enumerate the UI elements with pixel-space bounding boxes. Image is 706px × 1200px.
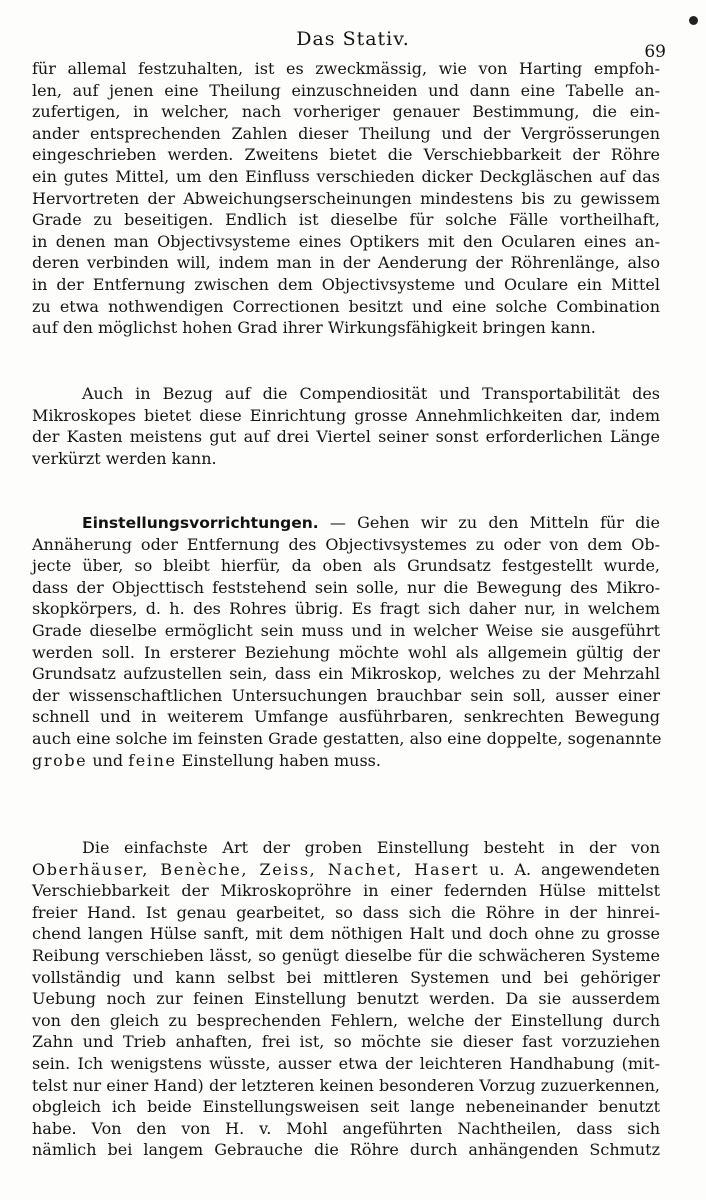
text-line: telst nur einer Hand) der letzteren keinen besonderen Vorzug zuzuerkennen,: [32, 1075, 660, 1095]
text-fragment: Einstellung haben muss.: [176, 750, 381, 770]
text-line: in der Entfernung zwischen dem Objectivsysteme und Oculare ein Mittel: [32, 274, 660, 294]
section-last-line: [32, 750, 660, 772]
text-line: der Kasten meistens gut auf drei Viertel seiner sonst erforderlichen Länge: [32, 427, 660, 447]
text-line: zu etwa nothwendigen Correctionen besitzt und eine solche Combination: [32, 296, 660, 316]
maker-names: Oberhäuser, Benèche, Zeiss, Nachet, Hasert: [32, 859, 480, 879]
ink-spot: [689, 16, 698, 25]
paragraph-compendiosity: [32, 383, 660, 469]
page-header: [0, 28, 706, 62]
text-line: vollständig und kann selbst bei mittleren Systemen und bei gehöriger: [32, 967, 660, 987]
section-first-line: [32, 512, 660, 534]
names-line: [32, 859, 660, 881]
text-line: Grundsatz aufzustellen sein, dass ein Mikroskop, welches zu der Mehrzahl: [32, 664, 660, 684]
text-line: Zahn und Trieb anhaften, frei ist, so möchte sie dieser fast vorzuziehen: [32, 1032, 660, 1052]
text-line: Hervortreten der Abweichungserscheinungen mindestens bis zu gewissem: [32, 188, 660, 208]
text-line: deren verbinden will, indem man in der Aenderung der Röhrenlänge, also: [32, 253, 660, 273]
text-line: zufertigen, in welcher, nach vorheriger genauer Bestimmung, die ein-: [32, 102, 660, 122]
paragraph-continued: [32, 58, 660, 339]
text-line: verkürzt werden kann.: [32, 448, 217, 468]
text-line: sein. Ich wenigstens wüsste, ausser etwa der leichteren Handhabung (mit-: [32, 1053, 660, 1073]
text-line: jecte über, so bleibt hierfür, da oben als Grundsatz festgestellt wurde,: [32, 556, 660, 576]
text-line: werden soll. In ersterer Beziehung möchte wohl als allgemein gültig der: [32, 642, 660, 662]
text-line: Die einfachste Art der groben Einstellung besteht in der von: [82, 838, 660, 857]
text-line: len, auf jenen eine Theilung einzuschneiden und dann eine Tabelle an-: [32, 80, 660, 100]
text-line: Auch in Bezug auf die Compendiosität und Transportabilität des: [82, 384, 660, 403]
text-line: chend langen Hülse sanft, mit dem nöthigen Halt und doch ohne zu grosse: [32, 924, 660, 944]
text-line: auch eine solche im feinsten Grade gestatten, also eine doppelte, sogenannte: [32, 728, 662, 748]
text-line: Annäherung oder Entfernung des Objectivsystemes zu oder von dem Ob-: [32, 534, 660, 554]
text-line: ein gutes Mittel, um den Einfluss verschieden dicker Deckgläschen auf das: [32, 166, 660, 186]
emphasis-grobe: grobe: [32, 750, 88, 770]
text-line: Reibung verschieben lässt, so genügt dieselbe für die schwächeren Systeme: [32, 945, 660, 965]
text-line: für allemal festzuhalten, ist es zweckmässig, wie von Harting empfoh-: [32, 59, 660, 78]
text-line: Verschiebbarkeit der Mikroskopröhre in einer federnden Hülse mittelst: [32, 881, 660, 901]
emphasis-feine: feine: [128, 750, 177, 770]
paragraph-grobe-einstellung: [32, 837, 660, 1161]
text-line: Grade dieselbe ermöglicht sein muss und in welcher Weise sie ausgeführt: [32, 620, 660, 640]
text-line: von den gleich zu besprechenden Fehlern, welche der Einstellung durch: [32, 1010, 660, 1030]
text-line: freier Hand. Ist genau gearbeitet, so dass sich die Röhre in der hinrei-: [32, 902, 660, 922]
text-line: Grade zu beseitigen. Endlich ist dieselbe für solche Fälle vortheilhaft,: [32, 210, 660, 230]
text-line: der wissenschaftlichen Untersuchungen brauchbar sein soll, ausser einer: [32, 685, 660, 705]
text-line: ander entsprechenden Zahlen dieser Theilung und der Vergrösserungen: [32, 123, 660, 143]
text-line: obgleich ich beide Einstellungsweisen seit lange nebeneinander benutzt: [32, 1097, 660, 1117]
page-number: 69: [644, 42, 666, 62]
text-line: Mikroskopes bietet diese Einrichtung grosse Annehmlichkeiten dar, indem: [32, 405, 660, 425]
text-fragment: u. A. angewendeten: [479, 859, 660, 879]
text-fragment: — Gehen wir zu den Mitteln für die: [329, 513, 660, 532]
text-line: dass der Objecttisch feststehend sein solle, nur die Bewegung des Mikro-: [32, 577, 660, 597]
text-fragment: und: [87, 750, 129, 770]
section-heading: Einstellungsvorrichtungen.: [82, 514, 319, 532]
text-line: habe. Von den von H. v. Mohl angeführten Nachtheilen, dass sich: [32, 1118, 660, 1138]
text-line: skopkörpers, d. h. des Rohres übrig. Es fragt sich daher nur, in welchem: [32, 599, 660, 619]
text-line: eingeschrieben werden. Zweitens bietet die Verschiebbarkeit der Röhre: [32, 145, 660, 165]
running-title: Das Stativ.: [296, 28, 410, 50]
text-line: auf den möglichst hohen Grad ihrer Wirkungsfähigkeit bringen kann.: [32, 318, 596, 338]
text-line: in denen man Objectivsysteme eines Optikers mit den Ocularen eines an-: [32, 231, 660, 251]
text-line: Uebung noch zur feinen Einstellung benutzt werden. Da sie ausserdem: [32, 989, 660, 1009]
section-einstellungsvorrichtungen: [32, 512, 660, 771]
text-line: nämlich bei langem Gebrauche die Röhre durch anhängenden Schmutz: [32, 1140, 660, 1160]
text-line: schnell und in weiterem Umfange ausführbaren, senkrechten Bewegung: [32, 707, 660, 727]
